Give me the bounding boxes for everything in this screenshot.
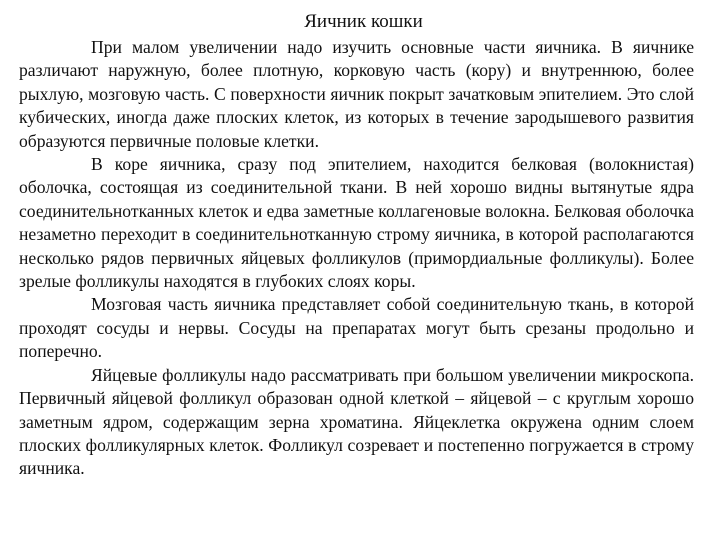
document-title: Яичник кошки xyxy=(304,11,423,32)
paragraph-follicles: Яйцевые фолликулы надо рассматривать при большом увеличении микроскопа. Первичный яйцевой фолликул образован одной клеткой – яйцевой – с круглым хорошо заметным ядром, содержащим зерна хроматина. Яйцеклетка окружена одним слоем плоских фолликулярных клеток. Фолликул созревает и постепенно погружается в строму яичника. xyxy=(19,364,694,479)
paragraph-cortex: В коре яичника, сразу под эпителием, находится белковая (волокнистая) оболочка, состоящая из соединительной ткани. В ней хорошо видны вытянутые ядра соединительнотканных клеток и едва заметные коллагеновые волокна. Белковая оболочка незаметно переходит в соединительнотканную строму яичника, в которой располагаются несколько рядов первичных яйцевых фолликулов (примордиальные фолликулы). Более зрелые фолликулы находятся в глубоких слоях коры. xyxy=(19,154,695,292)
paragraph-medulla: Мозговая часть яичника представляет собой соединительную ткань, в которой проходят сосуды и нервы. Сосуды на препаратах могут быть срезаны продольно и поперечно. xyxy=(19,294,694,362)
paragraph-ovary-structure: При малом увеличении надо изучить основные части яичника. В яичнике различают наружную, более плотную, корковую часть (кору) и внутреннюю, более рыхлую, мозговую часть. С поверхности яичник покрыт зачатковым эпителием. Это слой кубических, иногда даже плоских клеток, из которых в течение зародышевого развития образуются первичные половые клетки. xyxy=(19,37,694,151)
